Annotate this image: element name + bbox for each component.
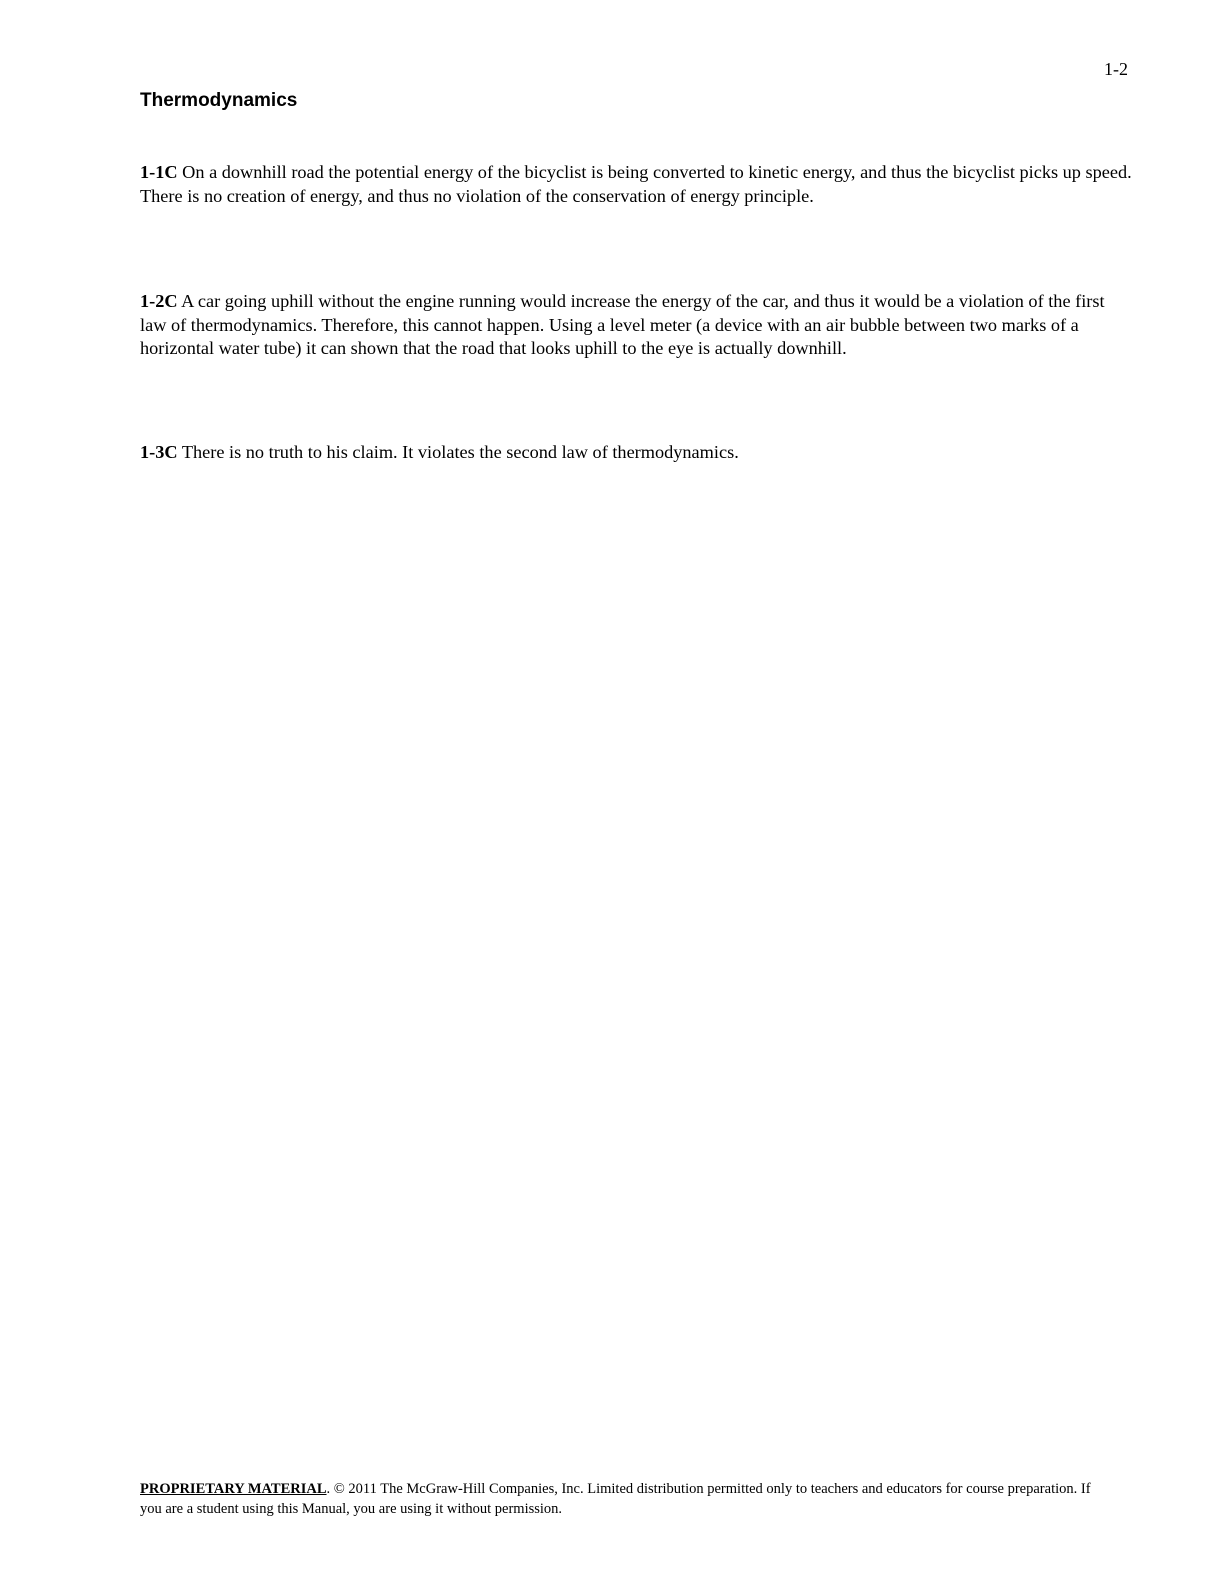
section-title: Thermodynamics [140, 90, 298, 111]
problem-1-2c [140, 290, 1134, 361]
footer-notice [140, 1480, 1100, 1519]
problem-text: A car going uphill without the engine running would increase the energy of the car, and thus it would be a violation of the first law of thermodynamics. Therefore, this cannot happen. Using a level meter (a device with an air bubble between two marks of a horizontal water tube) it can shown that the road that looks uphill to the eye is actually downhill. [140, 291, 1105, 358]
problem-1-1c [140, 161, 1134, 208]
footer-text: . © 2011 The McGraw-Hill Companies, Inc. Limited distribution permitted only to teachers and educators for course preparation. If you are a student using this Manual, you are using it without permission. [140, 1481, 1091, 1517]
problem-1-3c [140, 441, 1134, 465]
problem-id: 1-1C [140, 162, 178, 182]
footer-label: PROPRIETARY MATERIAL [140, 1481, 327, 1497]
page-number: 1-2 [1104, 59, 1128, 79]
problem-text: There is no truth to his claim. It violates the second law of thermodynamics. [181, 442, 739, 462]
problem-id: 1-2C [140, 291, 178, 311]
problem-id: 1-3C [140, 442, 178, 462]
problem-text: On a downhill road the potential energy of the bicyclist is being converted to kinetic energy, and thus the bicyclist picks up speed. There is no creation of energy, and thus no violation of the conservation of energy principle. [140, 162, 1132, 206]
